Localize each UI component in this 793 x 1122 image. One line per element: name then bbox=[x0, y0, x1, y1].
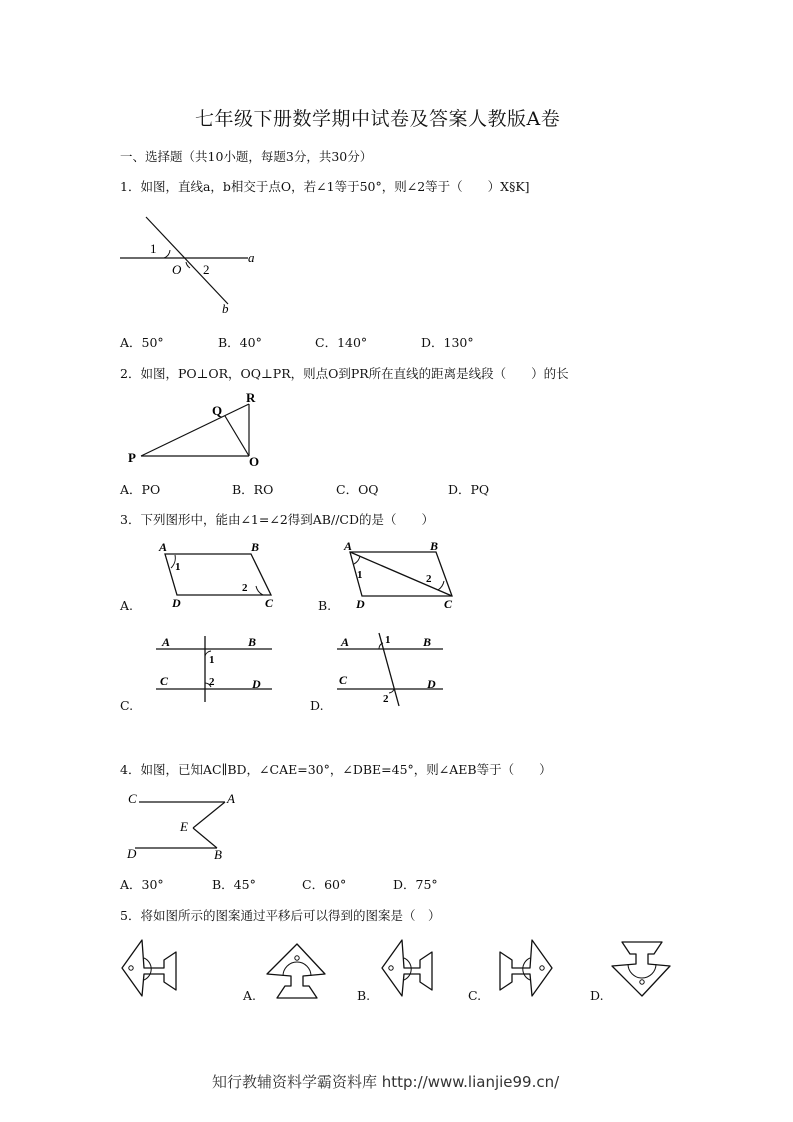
q5-option-d: D. bbox=[590, 988, 604, 1003]
svg-text:1: 1 bbox=[385, 634, 391, 646]
svg-text:1: 1 bbox=[357, 569, 363, 581]
q2-option-b: B．RO bbox=[232, 482, 274, 497]
label-point-q: Q bbox=[212, 403, 223, 418]
question-5-text: 5．将如图所示的图案通过平移后可以得到的图案是（ ） bbox=[120, 908, 441, 923]
label-point-o: O bbox=[172, 262, 182, 277]
question-1-text: 1．如图，直线a，b相交于点O，若∠1等于50°，则∠2等于（ ）X§K] bbox=[120, 179, 530, 194]
q1-option-a: A．50° bbox=[120, 335, 164, 350]
question-1-figure bbox=[120, 212, 270, 322]
svg-text:A: A bbox=[227, 791, 235, 806]
q5-option-b: B. bbox=[357, 988, 371, 1003]
page-title: 七年级下册数学期中试卷及答案人教版A卷 bbox=[195, 108, 561, 130]
q3-option-c: C. bbox=[120, 698, 134, 713]
svg-text:D: D bbox=[427, 677, 436, 691]
svg-text:A: A bbox=[344, 539, 353, 553]
footer-text: 知行教辅资料学霸资料库 http://www.lianjie99.cn/ bbox=[212, 1073, 560, 1091]
q5-option-a: A. bbox=[243, 988, 257, 1003]
q1-option-b: B．40° bbox=[218, 335, 262, 350]
svg-text:C: C bbox=[265, 596, 274, 610]
q4-option-c: C．60° bbox=[302, 877, 347, 892]
label-line-a: a bbox=[248, 250, 255, 265]
q3-figure-a bbox=[155, 538, 285, 610]
svg-text:2: 2 bbox=[383, 693, 389, 705]
svg-text:E: E bbox=[180, 819, 188, 834]
q1-option-d: D．130° bbox=[421, 335, 474, 350]
q3-option-b: B. bbox=[318, 598, 332, 613]
q2-option-a: A．PO bbox=[120, 482, 161, 497]
label-point-r: R bbox=[246, 390, 256, 405]
svg-text:2: 2 bbox=[426, 573, 432, 585]
question-4-figure bbox=[125, 788, 245, 864]
q5-original-pattern bbox=[118, 938, 184, 1002]
label-angle-2: 2 bbox=[203, 262, 210, 277]
q5-option-c-pattern bbox=[492, 938, 558, 1002]
question-3-text: 3．下列图形中，能由∠1=∠2得到AB//CD的是（ ） bbox=[120, 512, 435, 527]
svg-text:1: 1 bbox=[175, 561, 181, 573]
svg-text:D: D bbox=[127, 846, 137, 861]
svg-text:C: C bbox=[444, 597, 453, 611]
svg-text:B: B bbox=[251, 540, 260, 554]
svg-text:B: B bbox=[214, 847, 222, 862]
q4-option-d: D．75° bbox=[393, 877, 438, 892]
svg-text:A: A bbox=[159, 540, 168, 554]
section-heading: 一、选择题（共10小题，每题3分，共30分） bbox=[120, 149, 373, 164]
q5-option-a-pattern bbox=[265, 938, 331, 1002]
q1-option-c: C．140° bbox=[315, 335, 368, 350]
label-point-p: P bbox=[128, 450, 136, 465]
svg-text:B: B bbox=[423, 635, 432, 649]
question-2-text: 2．如图，PO⊥OR，OQ⊥PR，则点O到PR所在直线的距离是线段（ ）的长 bbox=[120, 366, 569, 381]
label-angle-1: 1 bbox=[150, 241, 157, 256]
q2-option-d: D．PQ bbox=[448, 482, 490, 497]
svg-text:C: C bbox=[339, 673, 348, 687]
q3-figure-d bbox=[333, 630, 463, 708]
q4-option-a: A．30° bbox=[120, 877, 164, 892]
svg-text:B: B bbox=[248, 635, 257, 649]
q5-option-c: C. bbox=[468, 988, 482, 1003]
svg-text:C: C bbox=[128, 791, 137, 806]
q4-option-b: B．45° bbox=[212, 877, 256, 892]
q3-figure-c bbox=[152, 632, 282, 707]
q3-option-a: A. bbox=[120, 598, 134, 613]
svg-text:2: 2 bbox=[209, 676, 215, 688]
label-line-b: b bbox=[222, 301, 229, 316]
svg-text:2: 2 bbox=[242, 582, 248, 594]
svg-text:D: D bbox=[252, 677, 261, 691]
q5-option-d-pattern bbox=[610, 938, 676, 1002]
label-point-o: O bbox=[249, 454, 260, 469]
svg-text:A: A bbox=[341, 635, 350, 649]
question-4-text: 4．如图，已知AC∥BD，∠CAE=30°，∠DBE=45°，则∠AEB等于（ ） bbox=[120, 762, 552, 777]
q3-figure-b bbox=[340, 536, 470, 610]
q3-option-d: D. bbox=[310, 698, 324, 713]
svg-text:1: 1 bbox=[209, 654, 215, 666]
svg-text:D: D bbox=[356, 597, 365, 611]
svg-text:D: D bbox=[172, 596, 181, 610]
q5-option-b-pattern bbox=[378, 938, 444, 1002]
svg-text:A: A bbox=[162, 635, 171, 649]
svg-text:B: B bbox=[430, 539, 439, 553]
q2-option-c: C．OQ bbox=[336, 482, 379, 497]
svg-text:C: C bbox=[160, 674, 169, 688]
question-2-figure bbox=[125, 390, 275, 470]
